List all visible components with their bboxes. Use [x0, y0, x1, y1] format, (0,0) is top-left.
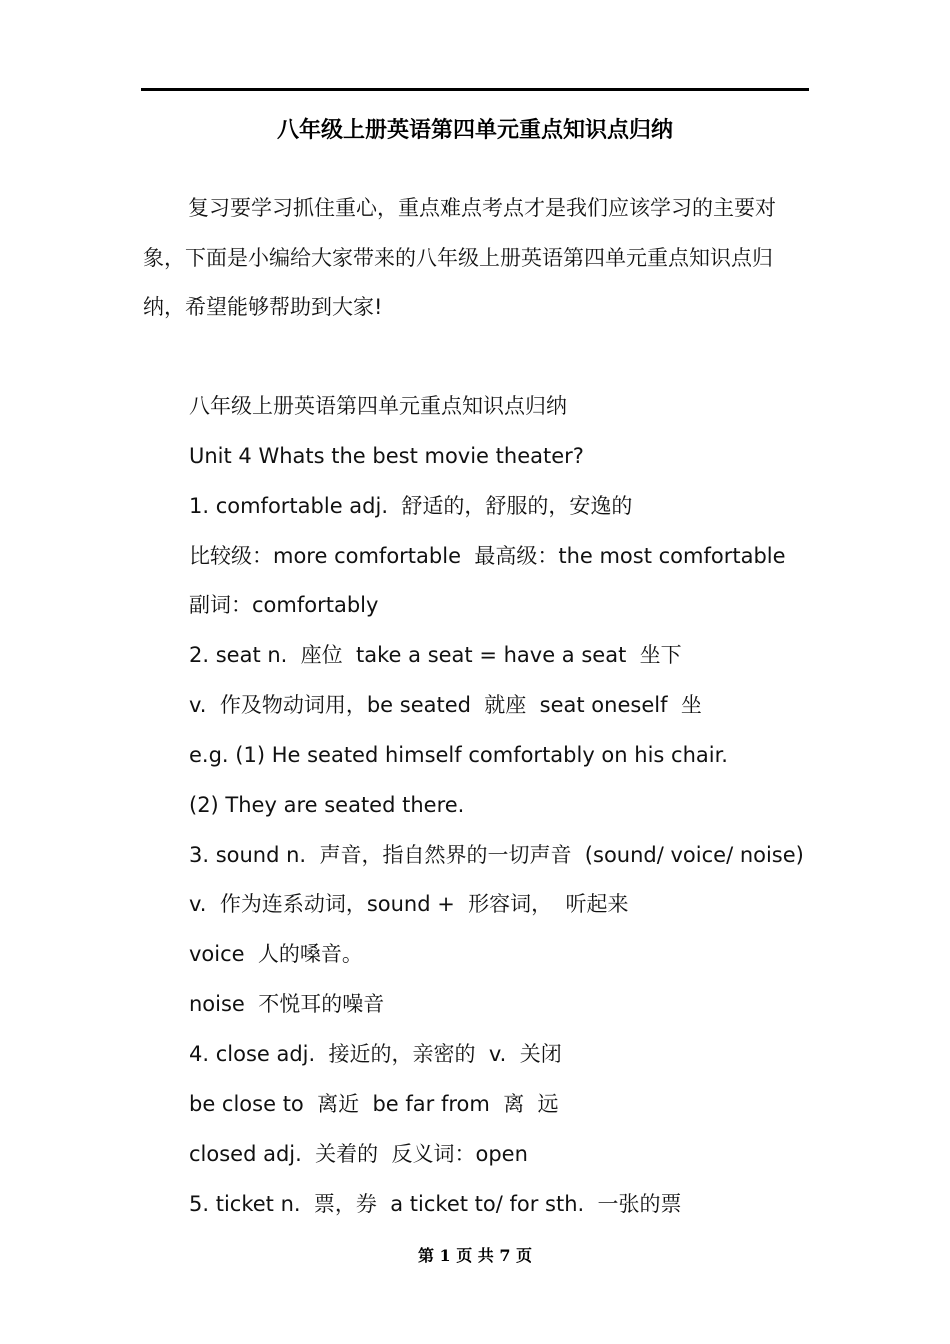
vocab-note: be close to 离近 be far from 离 远 [189, 1091, 559, 1116]
vocab-note: v. 作为连系动词，sound + 形容词， 听起来 [189, 892, 629, 917]
vocab-item: 1. comfortable adj. 舒适的，舒服的，安逸的 [189, 493, 633, 518]
vocab-item: 2. seat n. 座位 take a seat = have a seat 坐下 [189, 643, 682, 668]
example-sentence: e.g. (1) He seated himself comfortably on his chair. [189, 742, 728, 767]
vocab-item: 3. sound n. 声音，指自然界的一切声音 (sound/ voice/ noise) [189, 842, 804, 867]
document-title: 八年级上册英语第四单元重点知识点归纳 [276, 118, 673, 143]
vocab-note: v. 作及物动词用，be seated 就座 seat oneself 坐 [189, 693, 702, 718]
page-footer: 第 1 页 共 7 页 [417, 1246, 533, 1265]
intro-paragraph: 复习要学习抓住重心，重点难点考点才是我们应该学习的主要对象，下面是小编给大家带来的八年级上册英语第四单元重点知识点归纳，希望能够帮助到大家! [143, 196, 776, 320]
vocab-item: 4. close adj. 接近的，亲密的 v. 关闭 [189, 1041, 562, 1066]
unit-title: Unit 4 Whats the best movie theater? [189, 443, 584, 468]
example-sentence: (2) They are seated there. [189, 792, 465, 817]
vocab-note: 比较级：more comfortable 最高级：the most comfortable [189, 543, 786, 568]
vocab-note: 副词：comfortably [189, 593, 379, 618]
vocab-note: noise 不悦耳的噪音 [189, 992, 385, 1017]
vocab-note: closed adj. 关着的 反义词：open [189, 1141, 528, 1166]
vocab-item: 5. ticket n. 票，券 a ticket to/ for sth. 一张的票 [189, 1191, 682, 1216]
vocab-note: voice 人的嗓音。 [189, 942, 363, 967]
content-lines [189, 382, 804, 1229]
section-heading: 八年级上册英语第四单元重点知识点归纳 [189, 394, 567, 418]
header-rule [141, 88, 809, 91]
